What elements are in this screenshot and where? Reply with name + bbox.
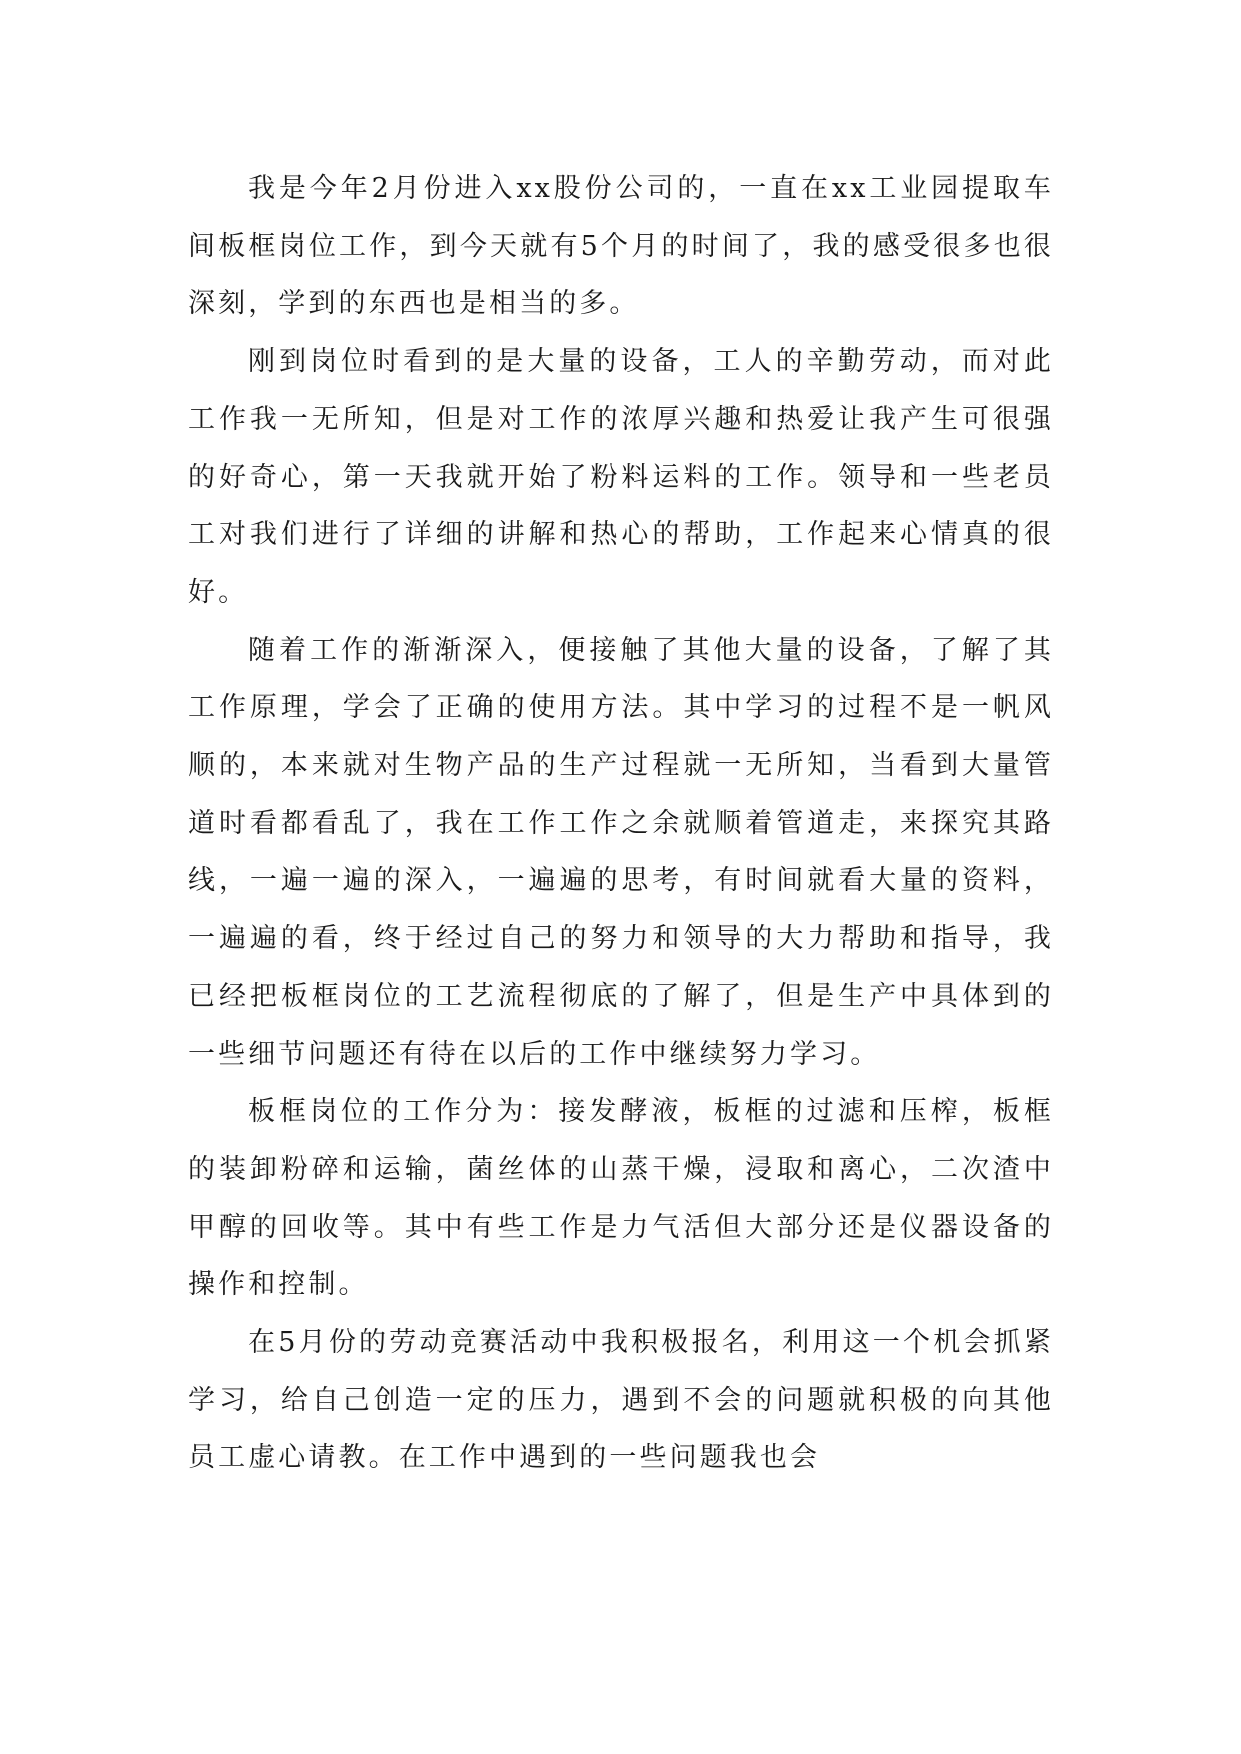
paragraph-1: 我是今年2月份进入xx股份公司的，一直在xx工业园提取车间板框岗位工作，到今天就有5个月的时间了，我的感受很多也很深刻，学到的东西也是相当的多。 bbox=[188, 173, 1054, 320]
document-body bbox=[188, 160, 1054, 1487]
paragraph-2: 刚到岗位时看到的是大量的设备，工人的辛勤劳动，而对此工作我一无所知，但是对工作的浓厚兴趣和热爱让我产生可很强的好奇心，第一天我就开始了粉料运料的工作。领导和一些老员工对我们进行了详细的讲解和热心的帮助，工作起来心情真的很好。 bbox=[188, 346, 1054, 608]
paragraph-5: 在5月份的劳动竞赛活动中我积极报名，利用这一个机会抓紧学习，给自己创造一定的压力，遇到不会的问题就积极的向其他员工虚心请教。在工作中遇到的一些问题我也会 bbox=[188, 1327, 1054, 1474]
paragraph-3: 随着工作的渐渐深入，便接触了其他大量的设备，了解了其工作原理，学会了正确的使用方法。其中学习的过程不是一帆风顺的，本来就对生物产品的生产过程就一无所知，当看到大量管道时看都看乱了，我在工作工作之余就顺着管道走，来探究其路线，一遍一遍的深入，一遍遍的思考，有时间就看大量的资料，一遍遍的看，终于经过自己的努力和领导的大力帮助和指导，我已经把板框岗位的工艺流程彻底的了解了，但是生产中具体到的一些细节问题还有待在以后的工作中继续努力学习。 bbox=[188, 634, 1054, 1070]
paragraph-4: 板框岗位的工作分为：接发酵液，板框的过滤和压榨，板框的装卸粉碎和运输，菌丝体的山蒸干燥，浸取和离心，二次渣中甲醇的回收等。其中有些工作是力气活但大部分还是仪器设备的操作和控制。 bbox=[188, 1096, 1054, 1301]
